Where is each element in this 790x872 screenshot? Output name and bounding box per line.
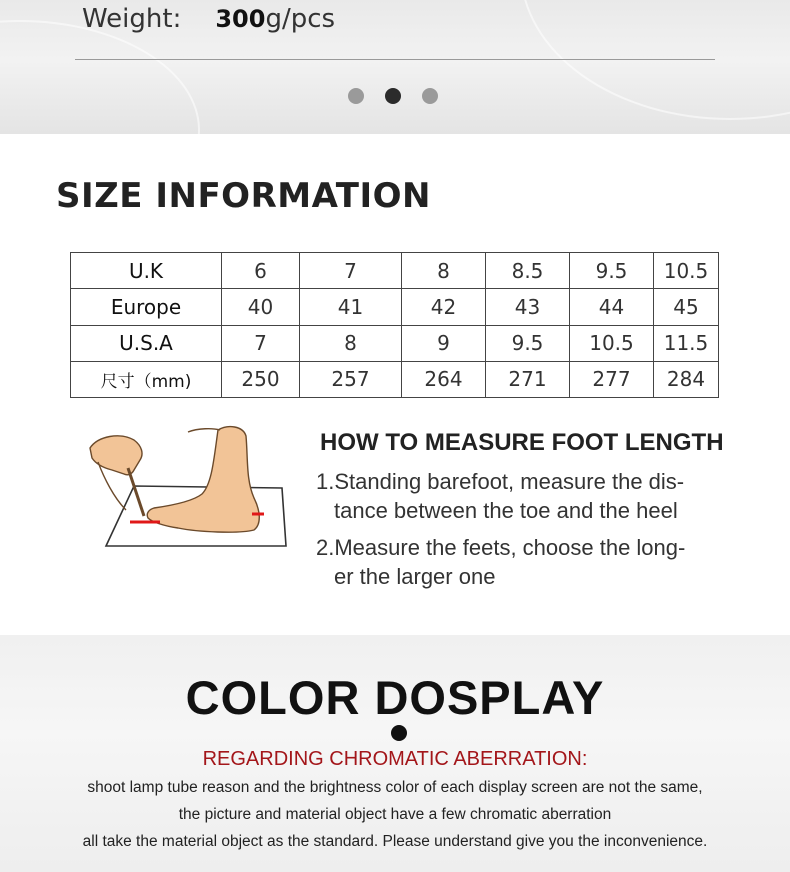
measure-title: HOW TO MEASURE FOOT LENGTH xyxy=(320,429,724,456)
size-section-title: SIZE INFORMATION xyxy=(56,176,431,216)
title-bullet-dot xyxy=(391,725,407,741)
table-cell: 10.5 xyxy=(654,253,719,289)
table-cell: 42 xyxy=(402,289,486,325)
measure-step-1 xyxy=(316,467,684,525)
row-label: U.K xyxy=(71,253,222,289)
table-cell: 41 xyxy=(300,289,402,325)
table-cell: 10.5 xyxy=(570,325,654,361)
table-cell: 250 xyxy=(222,361,300,397)
weight-row xyxy=(82,4,335,34)
table-cell: 257 xyxy=(300,361,402,397)
table-cell: 11.5 xyxy=(654,325,719,361)
row-label: 尺寸（mm) xyxy=(71,361,222,397)
weight-value: 300 xyxy=(215,5,266,33)
table-cell: 9.5 xyxy=(570,253,654,289)
aberration-notice-line: the picture and material object have a few chromatic aberration xyxy=(178,806,612,823)
foot-shape xyxy=(147,427,259,533)
aberration-notice-title: REGARDING CHROMATIC ABERRATION: xyxy=(202,748,588,770)
table-row xyxy=(71,289,719,325)
table-cell: 284 xyxy=(654,361,719,397)
table-cell: 277 xyxy=(570,361,654,397)
measure-step-2 xyxy=(316,533,685,591)
size-table xyxy=(70,252,719,398)
aberration-notice-line: shoot lamp tube reason and the brightness color of each display screen are not the same, xyxy=(87,779,703,796)
color-display-title: COLOR DOSPLAY xyxy=(185,671,605,724)
table-cell: 271 xyxy=(486,361,570,397)
weight-unit: g/pcs xyxy=(265,4,336,34)
table-cell: 9 xyxy=(402,325,486,361)
background-swirl xyxy=(0,20,200,134)
table-cell: 40 xyxy=(222,289,300,325)
weight-banner xyxy=(0,0,790,134)
measure-step-1-line-1: 1.Standing barefoot, measure the dis- xyxy=(316,469,685,494)
weight-label: Weight: xyxy=(82,4,182,34)
table-cell: 264 xyxy=(402,361,486,397)
table-cell: 8 xyxy=(402,253,486,289)
row-label: Europe xyxy=(71,289,222,325)
table-cell: 7 xyxy=(222,325,300,361)
aberration-notice-line: all take the material object as the standard. Please understand give you the inconvenience. xyxy=(82,833,708,850)
table-cell: 43 xyxy=(486,289,570,325)
carousel-dot-active[interactable] xyxy=(385,88,401,104)
measure-step-2-line-1: 2.Measure the feets, choose the long- xyxy=(316,535,686,560)
table-cell: 8.5 xyxy=(486,253,570,289)
divider xyxy=(75,59,715,60)
table-row xyxy=(71,253,719,289)
table-cell: 6 xyxy=(222,253,300,289)
carousel-dot[interactable] xyxy=(422,88,438,104)
table-cell: 44 xyxy=(570,289,654,325)
table-row xyxy=(71,361,719,397)
table-cell: 7 xyxy=(300,253,402,289)
measure-step-1-line-2: tance between the toe and the heel xyxy=(334,498,678,523)
table-cell: 8 xyxy=(300,325,402,361)
foot-measure-illustration xyxy=(68,418,290,558)
hand-shape xyxy=(90,436,142,475)
row-label: U.S.A xyxy=(71,325,222,361)
table-cell: 9.5 xyxy=(486,325,570,361)
table-cell: 45 xyxy=(654,289,719,325)
table-row xyxy=(71,325,719,361)
carousel-dot[interactable] xyxy=(348,88,364,104)
background-swirl xyxy=(520,0,790,120)
measure-step-2-line-2: er the larger one xyxy=(334,564,496,589)
carousel-indicator xyxy=(348,88,438,104)
